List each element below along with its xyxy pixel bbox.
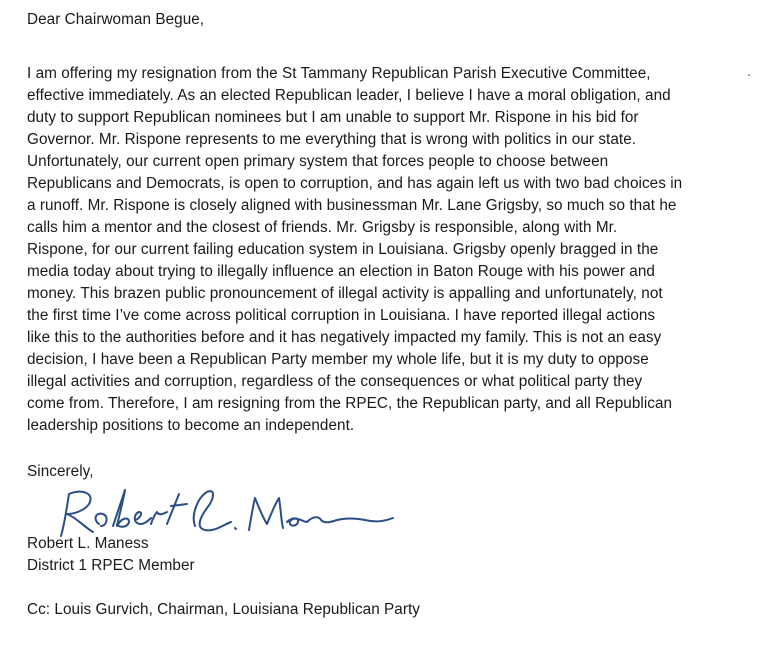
body-line: a runoff. Mr. Rispone is closely aligned with businessman Mr. Lane Grigsby, so much so that he (27, 197, 677, 214)
body-line: Unfortunately, our current open primary system that forces people to choose between (27, 153, 609, 170)
body-line: leadership positions to become an independent. (27, 417, 355, 434)
body-line: calls him a mentor and the closest of friends. Mr. Grigsby is responsible, along with Mr. (27, 219, 618, 236)
body-line: Rispone, for our current failing education system in Louisiana. Grigsby openly bragged in the (27, 241, 659, 258)
body-line: Republicans and Democrats, is open to corruption, and has again left us with two bad choices in (27, 175, 683, 192)
body-line: I am offering my resignation from the St Tammany Republican Parish Executive Committee, (27, 65, 651, 82)
signer-title: District 1 RPEC Member (27, 557, 195, 574)
body-line: illegal activities and corruption, regardless of the consequences or what political party they (27, 373, 643, 390)
body-line: like this to the authorities before and it has negatively impacted my family. This is not an easy (27, 329, 662, 346)
body-line: Governor. Mr. Rispone represents to me everything that is wrong with politics in our state. (27, 131, 637, 148)
speck-mark (748, 74, 750, 76)
cc-line: Cc: Louis Gurvich, Chairman, Louisiana Republican Party (27, 601, 421, 618)
body-line: the first time I’ve come across political corruption in Louisiana. I have reported illegal actions (27, 307, 656, 324)
signer-name: Robert L. Maness (27, 535, 149, 552)
body-line: come from. Therefore, I am resigning from the RPEC, the Republican party, and all Republican (27, 395, 673, 412)
body-line: money. This brazen public pronouncement of illegal activity is appalling and unfortunately, not (27, 285, 663, 302)
body-line: decision, I have been a Republican Party member my whole life, but it is my duty to oppose (27, 351, 649, 368)
body-line: media today about trying to illegally influence an election in Baton Rouge with his power and (27, 263, 655, 280)
body-line: duty to support Republican nominees but I am unable to support Mr. Rispone in his bid for (27, 109, 639, 126)
body-line: effective immediately. As an elected Republican leader, I believe I have a moral obligation, and (27, 87, 671, 104)
closing: Sincerely, (27, 463, 94, 480)
salutation: Dear Chairwoman Begue, (27, 11, 205, 28)
